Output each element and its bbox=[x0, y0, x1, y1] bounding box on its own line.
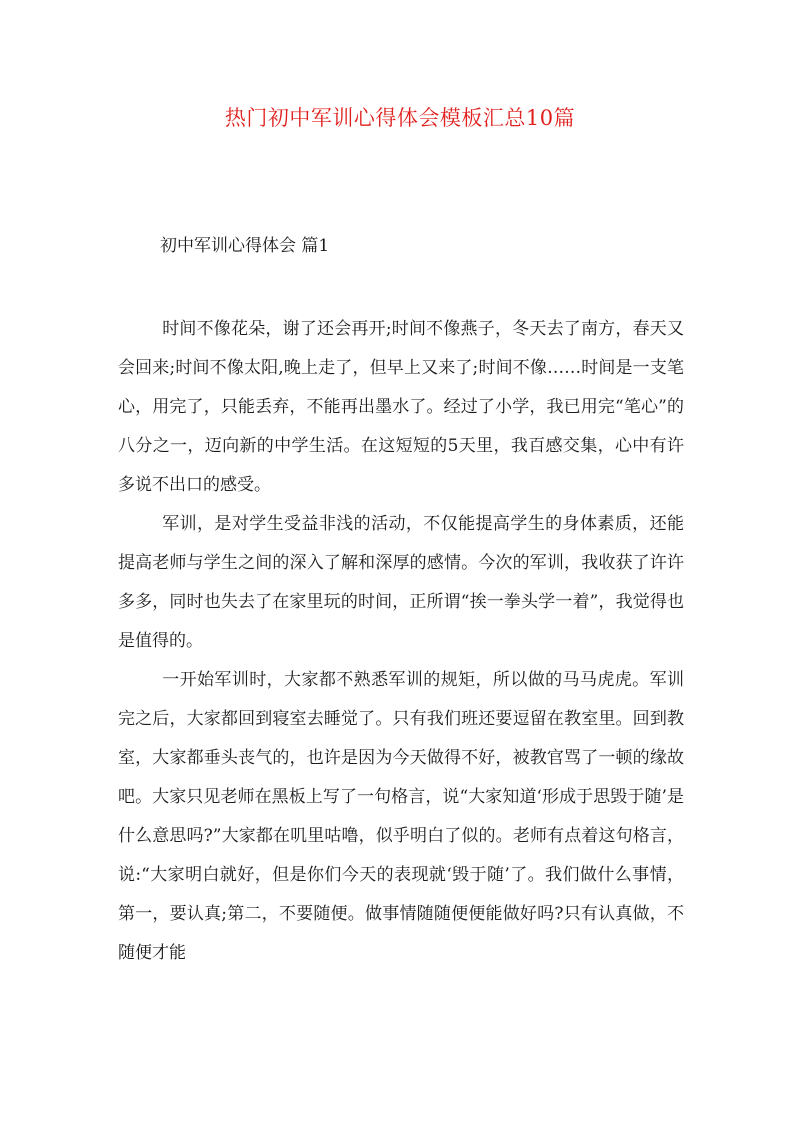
document-title: 热门初中军训心得体会模板汇总10篇 bbox=[224, 106, 576, 130]
paragraph: 军训，是对学生受益非浅的活动，不仅能提高学生的身体素质，还能提高老师与学生之间的深入了解和深厚的感情。今次的军训，我收获了许许多多，同时也失去了在家里玩的时间，正所谓“挨一拳头学一着”，我觉得也是值得的。 bbox=[118, 514, 684, 651]
section-heading: 初中军训心得体会 篇1 bbox=[160, 236, 330, 256]
body-text bbox=[118, 310, 684, 973]
paragraph: 一开始军训时，大家都不熟悉军训的规矩，所以做的马马虎虎。军训完之后，大家都回到寝室去睡觉了。只有我们班还要逗留在教室里。回到教室，大家都垂头丧气的，也许是因为今天做得不好，被教官骂了一顿的缘故吧。大家只见老师在黑板上写了一句格言，说“大家知道‘形成于思毁于随’是什么意思吗?”大家都在叽里咕噜，似乎明白了似的。老师有点着这句格言，说:“大家明白就好，但是你们今天的表现就‘毁于随’了。我们做什么事情，第一，要认真;第二，不要随便。做事情随随便便能做好吗?只有认真做，不随便才能 bbox=[118, 670, 684, 963]
paragraph: 时间不像花朵，谢了还会再开;时间不像燕子，冬天去了南方，春天又会回来;时间不像太阳,晚上走了，但早上又来了;时间不像……时间是一支笔心，用完了，只能丢弃，不能再出墨水了。经过了小学，我已用完“笔心”的八分之一，迈向新的中学生活。在这短短的5天里，我百感交集，心中有许多说不出口的感受。 bbox=[118, 319, 684, 495]
